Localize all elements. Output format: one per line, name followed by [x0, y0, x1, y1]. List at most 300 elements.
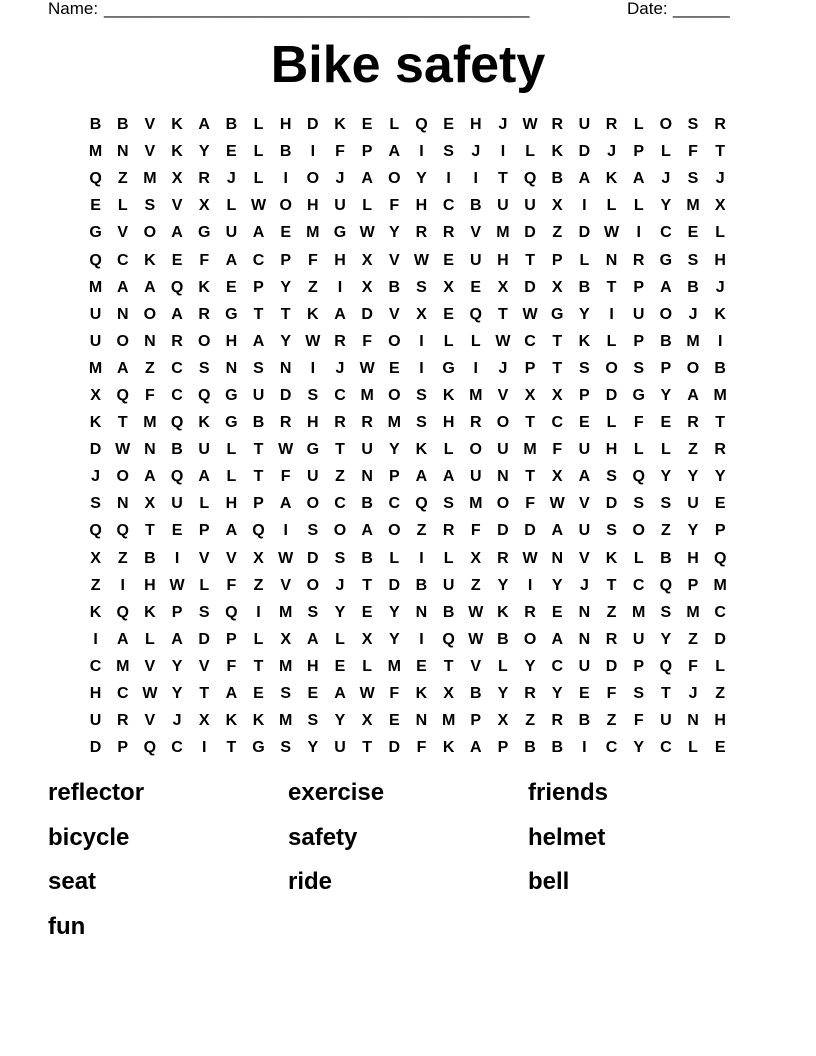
grid-letter[interactable]: A [687, 386, 699, 404]
grid-letter[interactable]: S [633, 495, 645, 513]
grid-letter[interactable]: R [524, 685, 536, 703]
grid-letter[interactable]: S [253, 359, 264, 377]
grid-letter[interactable]: A [252, 332, 265, 350]
grid-letter[interactable]: I [120, 576, 125, 594]
grid-letter[interactable]: U [334, 197, 346, 215]
grid-letter[interactable]: J [688, 685, 698, 703]
grid-letter[interactable]: Q [170, 468, 184, 486]
grid-letter[interactable]: U [578, 657, 591, 675]
grid-letter[interactable]: O [632, 522, 645, 540]
grid-letter[interactable]: Z [525, 712, 535, 730]
grid-letter[interactable]: G [225, 386, 238, 404]
grid-letter[interactable]: M [279, 657, 293, 675]
grid-letter[interactable]: Y [307, 739, 319, 757]
grid-letter[interactable]: V [198, 657, 210, 675]
grid-letter[interactable]: Q [659, 657, 673, 675]
grid-letter[interactable]: Y [388, 603, 400, 621]
grid-letter[interactable]: Z [416, 522, 427, 540]
grid-letter[interactable]: J [579, 576, 589, 594]
grid-letter[interactable]: S [144, 197, 156, 215]
grid-letter[interactable]: S [90, 495, 101, 513]
grid-letter[interactable]: B [497, 630, 509, 648]
grid-letter[interactable]: A [171, 305, 183, 323]
grid-letter[interactable]: F [362, 332, 373, 350]
grid-letter[interactable]: E [579, 685, 590, 703]
grid-letter[interactable]: K [198, 414, 210, 432]
grid-letter[interactable]: D [361, 305, 373, 323]
grid-letter[interactable]: Y [171, 685, 183, 703]
grid-letter[interactable]: T [498, 305, 508, 323]
grid-letter[interactable]: Q [89, 251, 102, 269]
grid-letter[interactable]: V [171, 197, 183, 215]
grid-letter[interactable]: K [605, 170, 618, 188]
grid-letter[interactable]: S [280, 739, 291, 757]
grid-letter[interactable]: M [88, 143, 103, 161]
grid-letter[interactable]: S [443, 143, 454, 161]
grid-letter[interactable]: F [226, 657, 237, 675]
grid-letter[interactable]: X [90, 549, 101, 567]
grid-letter[interactable]: G [225, 414, 238, 432]
grid-letter[interactable]: V [497, 386, 509, 404]
grid-letter[interactable]: E [253, 685, 264, 703]
grid-letter[interactable]: I [310, 359, 316, 377]
grid-letter[interactable]: E [660, 414, 672, 432]
grid-letter[interactable]: I [717, 332, 723, 350]
grid-letter[interactable]: M [713, 576, 727, 594]
grid-letter[interactable]: L [660, 143, 671, 161]
grid-letter[interactable]: O [388, 332, 401, 350]
grid-letter[interactable]: F [633, 414, 644, 432]
grid-letter[interactable]: Q [197, 386, 211, 404]
grid-letter[interactable]: Z [335, 468, 345, 486]
grid-letter[interactable]: L [253, 116, 264, 134]
grid-letter[interactable]: Q [632, 468, 645, 486]
grid-letter[interactable]: O [306, 576, 320, 594]
grid-letter[interactable]: J [498, 116, 508, 134]
grid-letter[interactable]: X [416, 305, 427, 323]
grid-letter[interactable]: Z [688, 441, 698, 459]
grid-letter[interactable]: Q [225, 603, 238, 621]
grid-letter[interactable]: F [226, 576, 237, 594]
grid-letter[interactable]: K [442, 386, 455, 404]
grid-letter[interactable]: U [334, 739, 346, 757]
grid-letter[interactable]: T [606, 278, 617, 296]
grid-letter[interactable]: A [144, 468, 156, 486]
grid-letter[interactable]: L [253, 630, 264, 648]
grid-letter[interactable]: Y [524, 657, 536, 675]
grid-letter[interactable]: N [551, 549, 564, 567]
grid-letter[interactable]: C [632, 576, 645, 594]
grid-letter[interactable]: S [660, 495, 672, 513]
grid-letter[interactable]: U [89, 712, 102, 730]
grid-letter[interactable]: C [605, 739, 618, 757]
grid-letter[interactable]: U [660, 712, 672, 730]
grid-letter[interactable]: T [525, 251, 535, 269]
grid-letter[interactable]: X [171, 170, 183, 188]
grid-letter[interactable]: X [497, 712, 509, 730]
grid-letter[interactable]: X [524, 386, 536, 404]
grid-letter[interactable]: U [497, 197, 509, 215]
grid-letter[interactable]: U [632, 630, 645, 648]
grid-letter[interactable]: A [551, 522, 564, 540]
grid-letter[interactable]: F [389, 197, 400, 215]
grid-letter[interactable]: N [415, 603, 428, 621]
grid-letter[interactable]: Q [415, 495, 428, 513]
grid-letter[interactable]: P [687, 576, 699, 594]
grid-letter[interactable]: Q [523, 170, 537, 188]
grid-letter[interactable]: T [660, 685, 671, 703]
grid-letter[interactable]: K [198, 278, 210, 296]
grid-letter[interactable]: E [579, 414, 590, 432]
grid-letter[interactable]: C [252, 251, 265, 269]
grid-letter[interactable]: E [307, 685, 319, 703]
grid-letter[interactable]: L [145, 630, 155, 648]
grid-letter[interactable]: R [551, 116, 564, 134]
grid-letter[interactable]: D [524, 278, 536, 296]
grid-letter[interactable]: N [116, 143, 129, 161]
grid-letter[interactable]: O [306, 170, 320, 188]
grid-letter[interactable]: A [252, 224, 265, 242]
grid-letter[interactable]: C [442, 197, 455, 215]
grid-letter[interactable]: X [253, 549, 264, 567]
grid-letter[interactable]: G [197, 224, 211, 242]
grid-letter[interactable]: J [172, 712, 182, 730]
grid-letter[interactable]: Z [606, 603, 617, 621]
grid-letter[interactable]: D [279, 386, 292, 404]
grid-letter[interactable]: H [225, 332, 238, 350]
grid-letter[interactable]: U [632, 305, 645, 323]
grid-letter[interactable]: N [361, 468, 373, 486]
grid-letter[interactable]: Q [659, 576, 673, 594]
grid-letter[interactable]: X [361, 251, 373, 269]
grid-letter[interactable]: F [633, 712, 644, 730]
grid-letter[interactable]: N [578, 603, 591, 621]
grid-letter[interactable]: Y [388, 441, 400, 459]
grid-letter[interactable]: K [578, 332, 591, 350]
grid-letter[interactable]: K [551, 143, 564, 161]
grid-letter[interactable]: O [306, 495, 320, 513]
grid-letter[interactable]: E [687, 224, 699, 242]
grid-letter[interactable]: I [609, 305, 614, 323]
grid-letter[interactable]: J [715, 170, 725, 188]
grid-letter[interactable]: U [578, 522, 591, 540]
grid-letter[interactable]: T [226, 739, 237, 757]
grid-letter[interactable]: J [661, 170, 671, 188]
grid-letter[interactable]: P [226, 630, 237, 648]
grid-letter[interactable]: P [633, 143, 645, 161]
grid-letter[interactable]: J [335, 359, 345, 377]
grid-letter[interactable]: N [116, 495, 129, 513]
grid-letter[interactable]: C [116, 251, 129, 269]
grid-letter[interactable]: B [687, 278, 699, 296]
grid-letter[interactable]: O [116, 332, 129, 350]
grid-letter[interactable]: P [280, 251, 291, 269]
grid-letter[interactable]: T [715, 143, 726, 161]
grid-letter[interactable]: Q [89, 522, 102, 540]
grid-letter[interactable]: V [226, 549, 237, 567]
grid-letter[interactable]: R [415, 224, 428, 242]
grid-letter[interactable]: H [497, 251, 509, 269]
grid-letter[interactable]: D [714, 630, 726, 648]
grid-letter[interactable]: T [525, 414, 535, 432]
grid-letter[interactable]: I [310, 143, 316, 161]
grid-letter[interactable]: I [201, 739, 207, 757]
grid-letter[interactable]: O [333, 522, 347, 540]
grid-letter[interactable]: W [522, 549, 538, 567]
grid-letter[interactable]: P [633, 278, 645, 296]
grid-letter[interactable]: P [660, 359, 672, 377]
grid-letter[interactable]: W [549, 495, 565, 513]
grid-letter[interactable]: X [551, 278, 563, 296]
grid-letter[interactable]: T [552, 359, 563, 377]
grid-letter[interactable]: X [551, 386, 563, 404]
grid-letter[interactable]: I [419, 549, 424, 567]
grid-letter[interactable]: D [497, 522, 509, 540]
grid-letter[interactable]: K [497, 603, 509, 621]
grid-letter[interactable]: V [388, 305, 400, 323]
grid-letter[interactable]: M [469, 386, 483, 404]
grid-letter[interactable]: E [470, 278, 482, 296]
grid-letter[interactable]: H [334, 251, 346, 269]
grid-letter[interactable]: N [116, 305, 129, 323]
grid-letter[interactable]: M [116, 657, 130, 675]
grid-letter[interactable]: Y [171, 657, 183, 675]
grid-letter[interactable]: Y [388, 630, 400, 648]
grid-letter[interactable]: U [469, 468, 482, 486]
grid-letter[interactable]: R [334, 414, 346, 432]
grid-letter[interactable]: K [714, 305, 726, 323]
grid-letter[interactable]: X [198, 712, 210, 730]
grid-letter[interactable]: T [362, 576, 373, 594]
grid-letter[interactable]: M [88, 359, 103, 377]
grid-letter[interactable]: L [715, 224, 726, 242]
grid-letter[interactable]: D [605, 657, 618, 675]
grid-letter[interactable]: F [199, 251, 210, 269]
grid-letter[interactable]: T [253, 657, 264, 675]
grid-letter[interactable]: Z [117, 549, 128, 567]
grid-letter[interactable]: I [582, 197, 587, 215]
grid-letter[interactable]: F [416, 739, 427, 757]
grid-letter[interactable]: L [226, 197, 237, 215]
grid-letter[interactable]: L [362, 197, 373, 215]
grid-letter[interactable]: O [143, 305, 157, 323]
grid-letter[interactable]: U [578, 116, 591, 134]
grid-letter[interactable]: B [660, 549, 672, 567]
grid-letter[interactable]: D [89, 441, 102, 459]
grid-letter[interactable]: O [279, 197, 292, 215]
grid-letter[interactable]: J [498, 359, 508, 377]
grid-letter[interactable]: Z [145, 359, 155, 377]
grid-letter[interactable]: O [659, 305, 673, 323]
grid-letter[interactable]: S [334, 549, 346, 567]
grid-letter[interactable]: B [252, 414, 265, 432]
grid-letter[interactable]: J [688, 305, 698, 323]
grid-letter[interactable]: M [523, 441, 537, 459]
grid-letter[interactable]: R [361, 414, 373, 432]
grid-letter[interactable]: T [253, 468, 264, 486]
grid-letter[interactable]: A [388, 143, 401, 161]
grid-letter[interactable]: O [143, 224, 157, 242]
grid-letter[interactable]: L [606, 332, 617, 350]
grid-letter[interactable]: E [171, 522, 183, 540]
grid-letter[interactable]: N [578, 630, 591, 648]
grid-letter[interactable]: C [89, 657, 102, 675]
grid-letter[interactable]: P [633, 332, 645, 350]
grid-letter[interactable]: R [687, 414, 699, 432]
grid-letter[interactable]: F [525, 495, 535, 513]
grid-letter[interactable]: B [442, 603, 455, 621]
grid-letter[interactable]: Y [687, 468, 699, 486]
grid-letter[interactable]: X [280, 630, 291, 648]
grid-letter[interactable]: Y [687, 522, 699, 540]
grid-letter[interactable]: B [578, 278, 591, 296]
grid-letter[interactable]: H [415, 197, 428, 215]
grid-letter[interactable]: P [470, 712, 482, 730]
grid-letter[interactable]: G [333, 224, 347, 242]
grid-letter[interactable]: Q [442, 630, 455, 648]
grid-letter[interactable]: K [171, 143, 183, 161]
grid-letter[interactable]: E [443, 251, 454, 269]
grid-letter[interactable]: O [659, 116, 673, 134]
grid-letter[interactable]: K [442, 739, 455, 757]
grid-letter[interactable]: Y [714, 468, 726, 486]
grid-letter[interactable]: R [442, 522, 455, 540]
grid-letter[interactable]: G [659, 251, 673, 269]
grid-letter[interactable]: R [714, 441, 726, 459]
grid-letter[interactable]: Y [551, 576, 563, 594]
grid-letter[interactable]: E [226, 143, 237, 161]
grid-letter[interactable]: P [524, 359, 536, 377]
grid-letter[interactable]: P [198, 522, 210, 540]
grid-letter[interactable]: P [388, 468, 400, 486]
grid-letter[interactable]: K [605, 549, 618, 567]
grid-letter[interactable]: C [524, 332, 536, 350]
grid-letter[interactable]: B [714, 359, 726, 377]
grid-letter[interactable]: A [334, 685, 346, 703]
grid-letter[interactable]: P [579, 386, 590, 404]
grid-letter[interactable]: H [225, 495, 238, 513]
grid-letter[interactable]: R [198, 170, 210, 188]
grid-letter[interactable]: V [388, 251, 400, 269]
grid-letter[interactable]: O [388, 386, 401, 404]
grid-letter[interactable]: Z [307, 278, 318, 296]
grid-letter[interactable]: O [496, 495, 510, 513]
grid-letter[interactable]: K [307, 305, 319, 323]
grid-letter[interactable]: I [419, 332, 424, 350]
grid-letter[interactable]: P [497, 739, 509, 757]
grid-letter[interactable]: L [633, 441, 644, 459]
grid-letter[interactable]: A [415, 468, 428, 486]
grid-letter[interactable]: Q [170, 414, 184, 432]
grid-letter[interactable]: I [582, 739, 587, 757]
grid-letter[interactable]: W [359, 359, 375, 377]
grid-letter[interactable]: P [551, 251, 563, 269]
grid-letter[interactable]: C [660, 739, 672, 757]
grid-letter[interactable]: U [198, 441, 210, 459]
grid-letter[interactable]: L [335, 630, 345, 648]
grid-letter[interactable]: Q [415, 116, 428, 134]
grid-letter[interactable]: Y [416, 170, 427, 188]
grid-letter[interactable]: U [252, 386, 265, 404]
grid-letter[interactable]: H [469, 116, 482, 134]
grid-letter[interactable]: B [469, 685, 482, 703]
grid-letter[interactable]: E [416, 657, 427, 675]
grid-letter[interactable]: Z [606, 712, 617, 730]
grid-letter[interactable]: E [714, 495, 726, 513]
grid-letter[interactable]: N [605, 251, 618, 269]
grid-letter[interactable]: E [334, 657, 346, 675]
grid-letter[interactable]: L [226, 441, 237, 459]
grid-letter[interactable]: K [252, 712, 265, 730]
grid-letter[interactable]: Q [89, 170, 102, 188]
grid-letter[interactable]: Q [116, 522, 129, 540]
grid-letter[interactable]: B [551, 739, 564, 757]
grid-letter[interactable]: W [603, 224, 620, 242]
grid-letter[interactable]: P [633, 657, 645, 675]
grid-letter[interactable]: Q [252, 522, 265, 540]
grid-letter[interactable]: C [334, 386, 346, 404]
grid-letter[interactable]: O [388, 522, 401, 540]
grid-letter[interactable]: V [117, 224, 129, 242]
grid-letter[interactable]: T [715, 414, 726, 432]
grid-letter[interactable]: A [279, 495, 292, 513]
grid-letter[interactable]: O [523, 630, 537, 648]
grid-letter[interactable]: A [361, 170, 373, 188]
grid-letter[interactable]: F [688, 143, 698, 161]
grid-letter[interactable]: W [468, 603, 484, 621]
grid-letter[interactable]: M [469, 495, 483, 513]
grid-letter[interactable]: Y [280, 332, 291, 350]
grid-letter[interactable]: L [362, 657, 373, 675]
grid-letter[interactable]: W [522, 305, 538, 323]
grid-letter[interactable]: B [578, 712, 591, 730]
grid-letter[interactable]: A [116, 630, 129, 648]
grid-letter[interactable]: E [361, 603, 373, 621]
grid-letter[interactable]: I [636, 224, 641, 242]
grid-letter[interactable]: B [469, 197, 482, 215]
grid-letter[interactable]: Q [116, 603, 129, 621]
grid-letter[interactable]: B [551, 170, 564, 188]
grid-letter[interactable]: Y [388, 224, 400, 242]
grid-letter[interactable]: M [360, 386, 374, 404]
grid-letter[interactable]: S [416, 278, 427, 296]
grid-letter[interactable]: H [714, 251, 726, 269]
grid-letter[interactable]: U [578, 441, 591, 459]
grid-letter[interactable]: Y [660, 468, 672, 486]
grid-letter[interactable]: E [443, 305, 454, 323]
grid-letter[interactable]: A [578, 468, 591, 486]
grid-letter[interactable]: Y [334, 712, 346, 730]
grid-letter[interactable]: T [335, 441, 345, 459]
grid-letter[interactable]: L [443, 441, 454, 459]
grid-letter[interactable]: R [279, 414, 292, 432]
grid-letter[interactable]: G [252, 739, 265, 757]
grid-letter[interactable]: I [283, 522, 288, 540]
grid-letter[interactable]: O [116, 468, 129, 486]
grid-letter[interactable]: D [307, 549, 319, 567]
grid-letter[interactable]: A [307, 630, 319, 648]
grid-letter[interactable]: E [388, 712, 400, 730]
grid-letter[interactable]: S [280, 685, 291, 703]
grid-letter[interactable]: V [579, 549, 590, 567]
grid-letter[interactable]: B [116, 116, 129, 134]
grid-letter[interactable]: Y [660, 386, 672, 404]
grid-letter[interactable]: W [250, 197, 267, 215]
grid-letter[interactable]: O [469, 441, 482, 459]
grid-letter[interactable]: X [443, 278, 454, 296]
grid-letter[interactable]: A [225, 251, 238, 269]
grid-letter[interactable]: B [415, 576, 428, 594]
